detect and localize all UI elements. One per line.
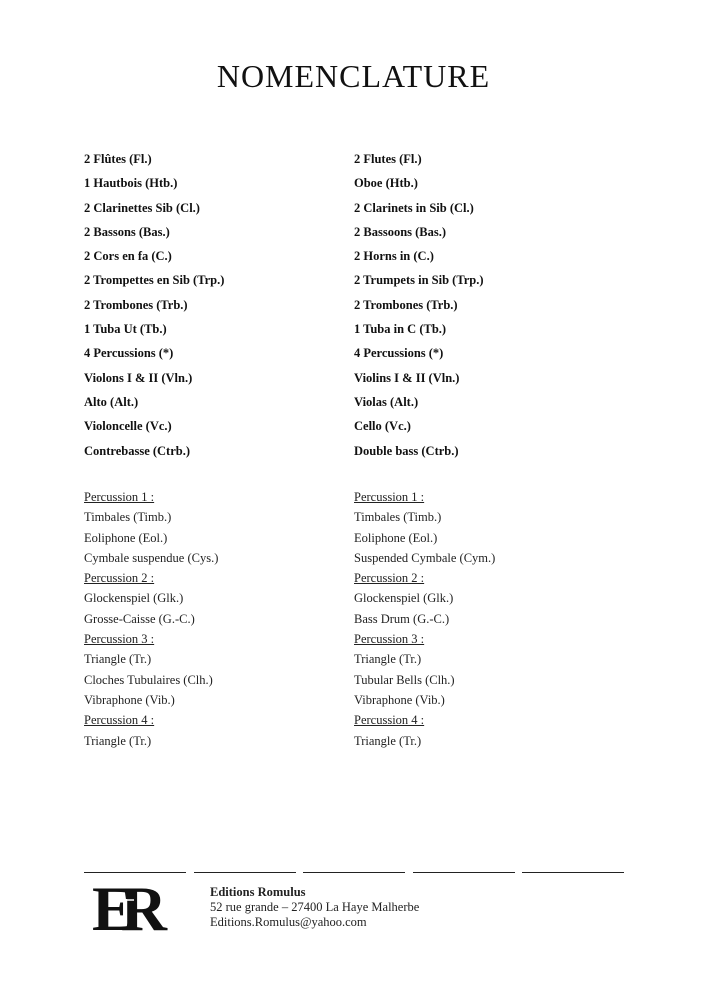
instrument-item-french: 1 Hautbois (Htb.) xyxy=(84,176,178,191)
percussion-heading-french: Percussion 1 : xyxy=(84,490,155,504)
instrument-item-french: Alto (Alt.) xyxy=(84,394,139,409)
instrument-item-english: 2 Flutes (Fl.) xyxy=(354,152,422,166)
percussion-list-french xyxy=(84,488,354,752)
instrument-item-english: 4 Percussions (*) xyxy=(354,346,444,361)
instrument-item-french: 2 Flûtes (Fl.) xyxy=(84,152,152,166)
percussion-item-french: Glockenspiel (Glk.) xyxy=(84,591,184,606)
publisher-logo xyxy=(92,876,180,934)
instrument-list-english xyxy=(354,150,624,466)
percussion-heading-english: Percussion 2 : xyxy=(354,571,425,586)
instrument-item-english: Violins I & II (Vln.) xyxy=(354,370,460,385)
instrument-item-french: Contrebasse (Ctrb.) xyxy=(84,443,191,458)
instrument-item-french: Violoncelle (Vc.) xyxy=(84,419,172,434)
percussion-item-french: Timbales (Timb.) xyxy=(84,510,172,525)
instrument-item-english: 2 Trumpets in Sib (Trp.) xyxy=(354,273,484,288)
percussion-item-english: Triangle (Tr.) xyxy=(354,733,422,748)
publisher-email: Editions.Romulus@yahoo.com xyxy=(210,915,367,929)
instrument-item-french: 2 Clarinettes Sib (Cl.) xyxy=(84,200,200,215)
percussion-heading-french: Percussion 2 : xyxy=(84,571,155,586)
percussion-heading-english: Percussion 4 : xyxy=(354,713,425,728)
instrument-item-french: 2 Cors en fa (C.) xyxy=(84,249,172,264)
percussion-item-french: Eoliphone (Eol.) xyxy=(84,530,168,545)
percussion-item-english: Suspended Cymbale (Cym.) xyxy=(354,550,496,565)
percussion-item-french: Vibraphone (Vib.) xyxy=(84,692,175,707)
footer-divider xyxy=(84,872,624,873)
instrument-item-english: Oboe (Htb.) xyxy=(354,176,418,191)
percussion-heading-french: Percussion 3 : xyxy=(84,632,155,647)
percussion-item-french: Grosse-Caisse (G.-C.) xyxy=(84,611,195,626)
percussion-item-french: Triangle (Tr.) xyxy=(84,733,152,748)
percussion-item-english: Vibraphone (Vib.) xyxy=(354,692,445,707)
instrument-item-english: 2 Clarinets in Sib (Cl.) xyxy=(354,200,474,215)
instrument-item-french: 2 Trombones (Trb.) xyxy=(84,297,188,312)
page-title: NOMENCLATURE xyxy=(216,58,491,94)
instrument-item-english: 2 Trombones (Trb.) xyxy=(354,297,458,312)
percussion-heading-french: Percussion 4 : xyxy=(84,713,155,728)
percussion-item-english: Eoliphone (Eol.) xyxy=(354,530,438,545)
percussion-item-english: Triangle (Tr.) xyxy=(354,652,422,667)
instrument-item-english: 1 Tuba in C (Tb.) xyxy=(354,322,447,337)
instrument-item-french: 4 Percussions (*) xyxy=(84,346,174,361)
publisher-address: 52 rue grande – 27400 La Haye Malherbe xyxy=(210,900,420,914)
instrument-item-french: 2 Trompettes en Sib (Trp.) xyxy=(84,273,225,288)
percussion-heading-english: Percussion 1 : xyxy=(354,490,425,504)
instrument-item-french: 1 Tuba Ut (Tb.) xyxy=(84,322,167,337)
percussion-item-english: Bass Drum (G.-C.) xyxy=(354,611,450,626)
percussion-item-french: Cloches Tubulaires (Clh.) xyxy=(84,672,213,687)
percussion-item-english: Tubular Bells (Clh.) xyxy=(354,672,455,687)
instrument-item-english: Double bass (Ctrb.) xyxy=(354,443,459,458)
instrument-item-french: 2 Bassons (Bas.) xyxy=(84,224,170,239)
svg-text:ER: ER xyxy=(92,876,153,934)
percussion-item-french: Triangle (Tr.) xyxy=(84,652,152,667)
instrument-item-english: 2 Bassoons (Bas.) xyxy=(354,224,447,239)
instrument-list-french xyxy=(84,150,354,466)
instrument-item-english: Violas (Alt.) xyxy=(354,394,419,409)
instrument-item-french: Violons I & II (Vln.) xyxy=(84,370,193,385)
percussion-item-english: Timbales (Timb.) xyxy=(354,510,442,525)
instrument-item-english: Cello (Vc.) xyxy=(354,419,411,434)
publisher-info xyxy=(210,885,419,930)
percussion-list-english xyxy=(354,488,624,752)
publisher-name: Editions Romulus xyxy=(210,885,306,899)
percussion-item-french: Cymbale suspendue (Cys.) xyxy=(84,550,219,565)
percussion-item-english: Glockenspiel (Glk.) xyxy=(354,591,454,606)
instrument-item-english: 2 Horns in (C.) xyxy=(354,249,434,264)
percussion-heading-english: Percussion 3 : xyxy=(354,632,425,647)
